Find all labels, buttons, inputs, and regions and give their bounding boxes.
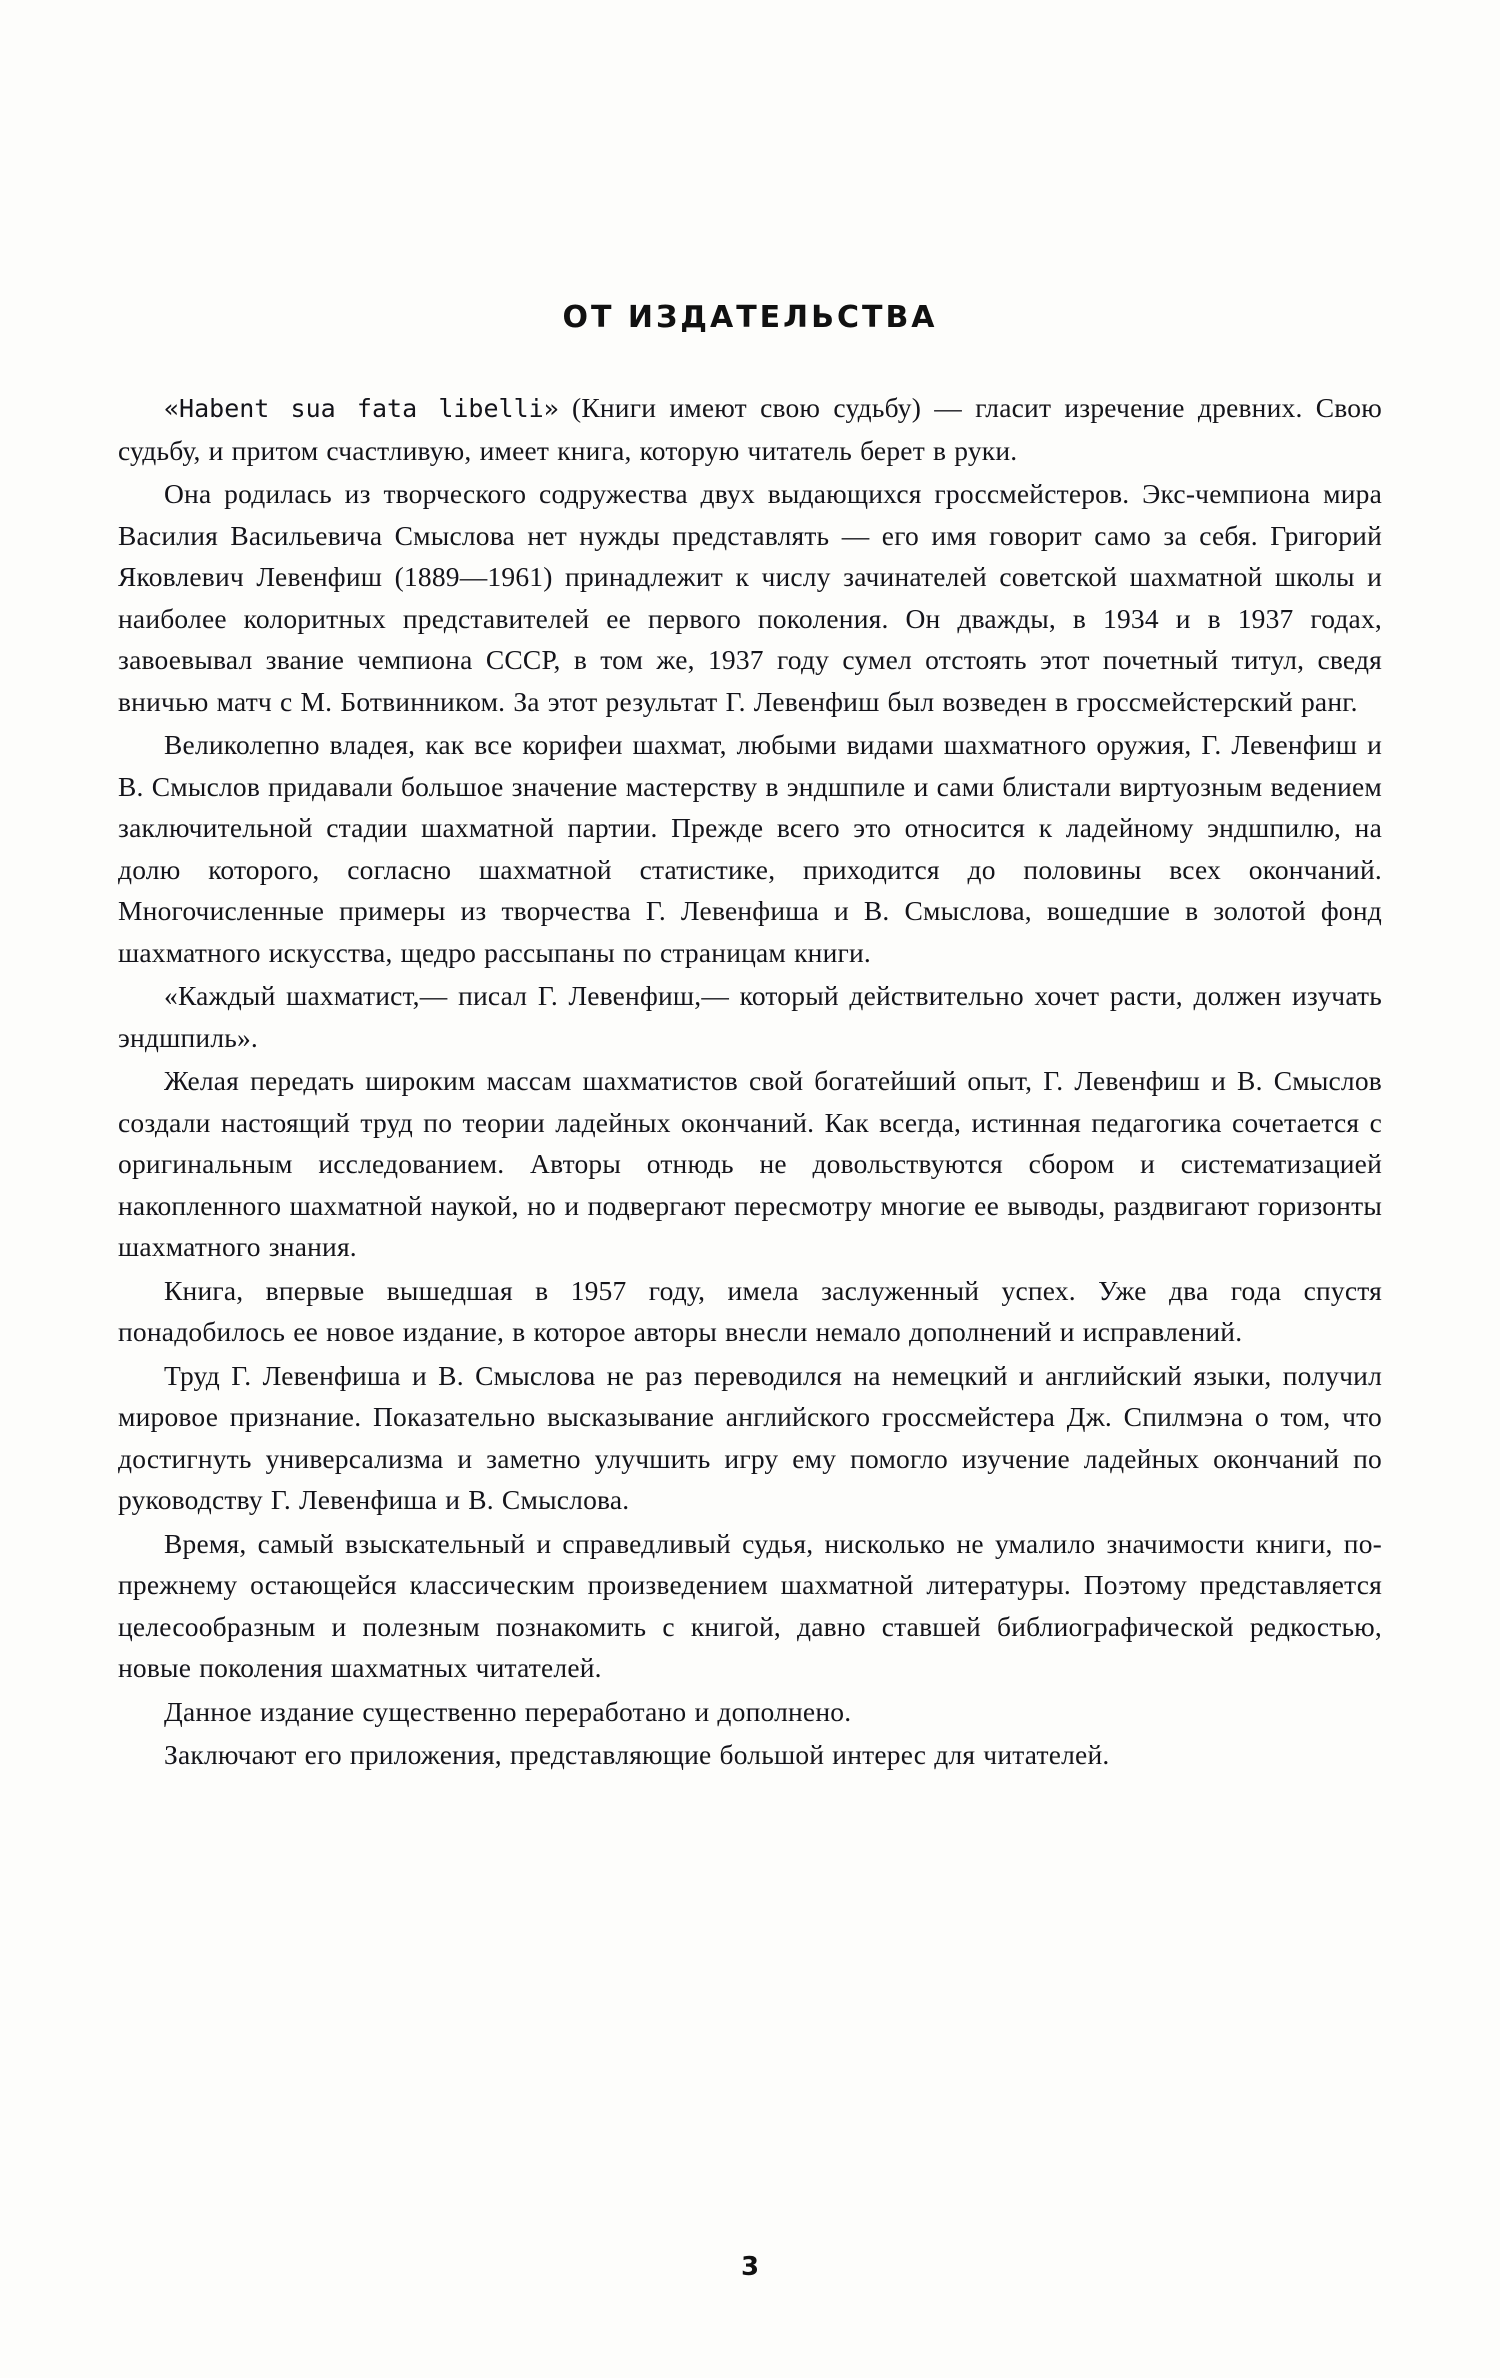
paragraph-8: Время, самый взыскательный и справедливый судья, нисколько не умалило значимости книги, по-прежнему остающейся классическим произведением шахматной литературы. Поэтому представляется целесообразным и полезным познакомить с книгой, давно ставшей библиографической редкостью, новые поколения шахматных читателей. bbox=[118, 1527, 1382, 1683]
paragraph-9: Данное издание существенно переработано и дополнено. bbox=[164, 1695, 852, 1727]
paragraph-7: Труд Г. Левенфиша и В. Смыслова не раз переводился на немецкий и английский языки, получил мировое признание. Показательно высказывание английского гроссмейстера Дж. Спилмэна о том, что достигнуть универсализма и заметно улучшить игру ему помогло изучение ладейных окончаний по руководству Г. Левенфиша и В. Смыслова. bbox=[118, 1359, 1382, 1515]
paragraph-4: «Каждый шахматист,— писал Г. Левенфиш,— который действительно хочет расти, должен изучать эндшпиль». bbox=[118, 980, 1382, 1053]
paragraph-2: Она родилась из творческого содружества двух выдающихся гроссмейстеров. Экс-чемпиона мира Василия Васильевича Смыслова нет нужды представлять — его имя говорит само за себя. Григорий Яковлевич Левенфиш (1889—1961) принадлежит к числу зачинателей советской шахматной школы и наиболее колоритных представителей ее первого поколения. Он дважды, в 1934 и в 1937 годах, завоевывал звание чемпиона СССР, в том же, 1937 году сумел отстоять этот почетный титул, сведя вничью матч с М. Ботвинником. За этот результат Г. Левенфиш был возведен в гроссмейстерский ранг. bbox=[118, 478, 1382, 717]
page-number: 3 bbox=[740, 2252, 760, 2282]
latin-phrase: «Habent sua fata libelli» bbox=[164, 394, 559, 423]
paragraph-3: Великолепно владея, как все корифеи шахмат, любыми видами шахматного оружия, Г. Левенфиш и В. Смыслов придавали большое значение мастерству в эндшпиле и сами блистали виртуозным ведением заключительной стадии шахматной партии. Прежде всего это относится к ладейному эндшпилю, на долю которого, согласно шахматной статистике, приходится до половины всех окончаний. Многочисленные примеры из творчества Г. Левенфиша и В. Смыслова, вошедшие в золотой фонд шахматного искусства, щедро рассыпаны по страницам книги. bbox=[118, 729, 1382, 968]
paragraph-6: Книга, впервые вышедшая в 1957 году, имела заслуженный успех. Уже два года спустя понадобилось ее новое издание, в которое авторы внесли немало дополнений и исправлений. bbox=[118, 1274, 1382, 1347]
paragraph-5: Желая передать широким массам шахматистов свой богатейший опыт, Г. Левенфиш и В. Смыслов создали настоящий труд по теории ладейных окончаний. Как всегда, истинная педагогика сочетается с оригинальным исследованием. Авторы отнюдь не довольствуются сбором и систематизацией накопленного шахматной наукой, но и подвергают пересмотру многие ее выводы, раздвигают горизонты шахматного знания. bbox=[118, 1065, 1382, 1262]
page-title: ОТ ИЗДАТЕЛЬСТВА bbox=[562, 300, 938, 335]
body-text bbox=[118, 387, 1382, 1776]
paragraph-10: Заключают его приложения, представляющие большой интерес для читателей. bbox=[164, 1739, 1110, 1770]
paragraph-1: «Habent sua fata libelli» (Книги имеют свою судьбу) — гласит изречение древних. Свою судьбу, и притом счастливую, имеет книга, которую читатель берет в руки. bbox=[118, 392, 1382, 466]
